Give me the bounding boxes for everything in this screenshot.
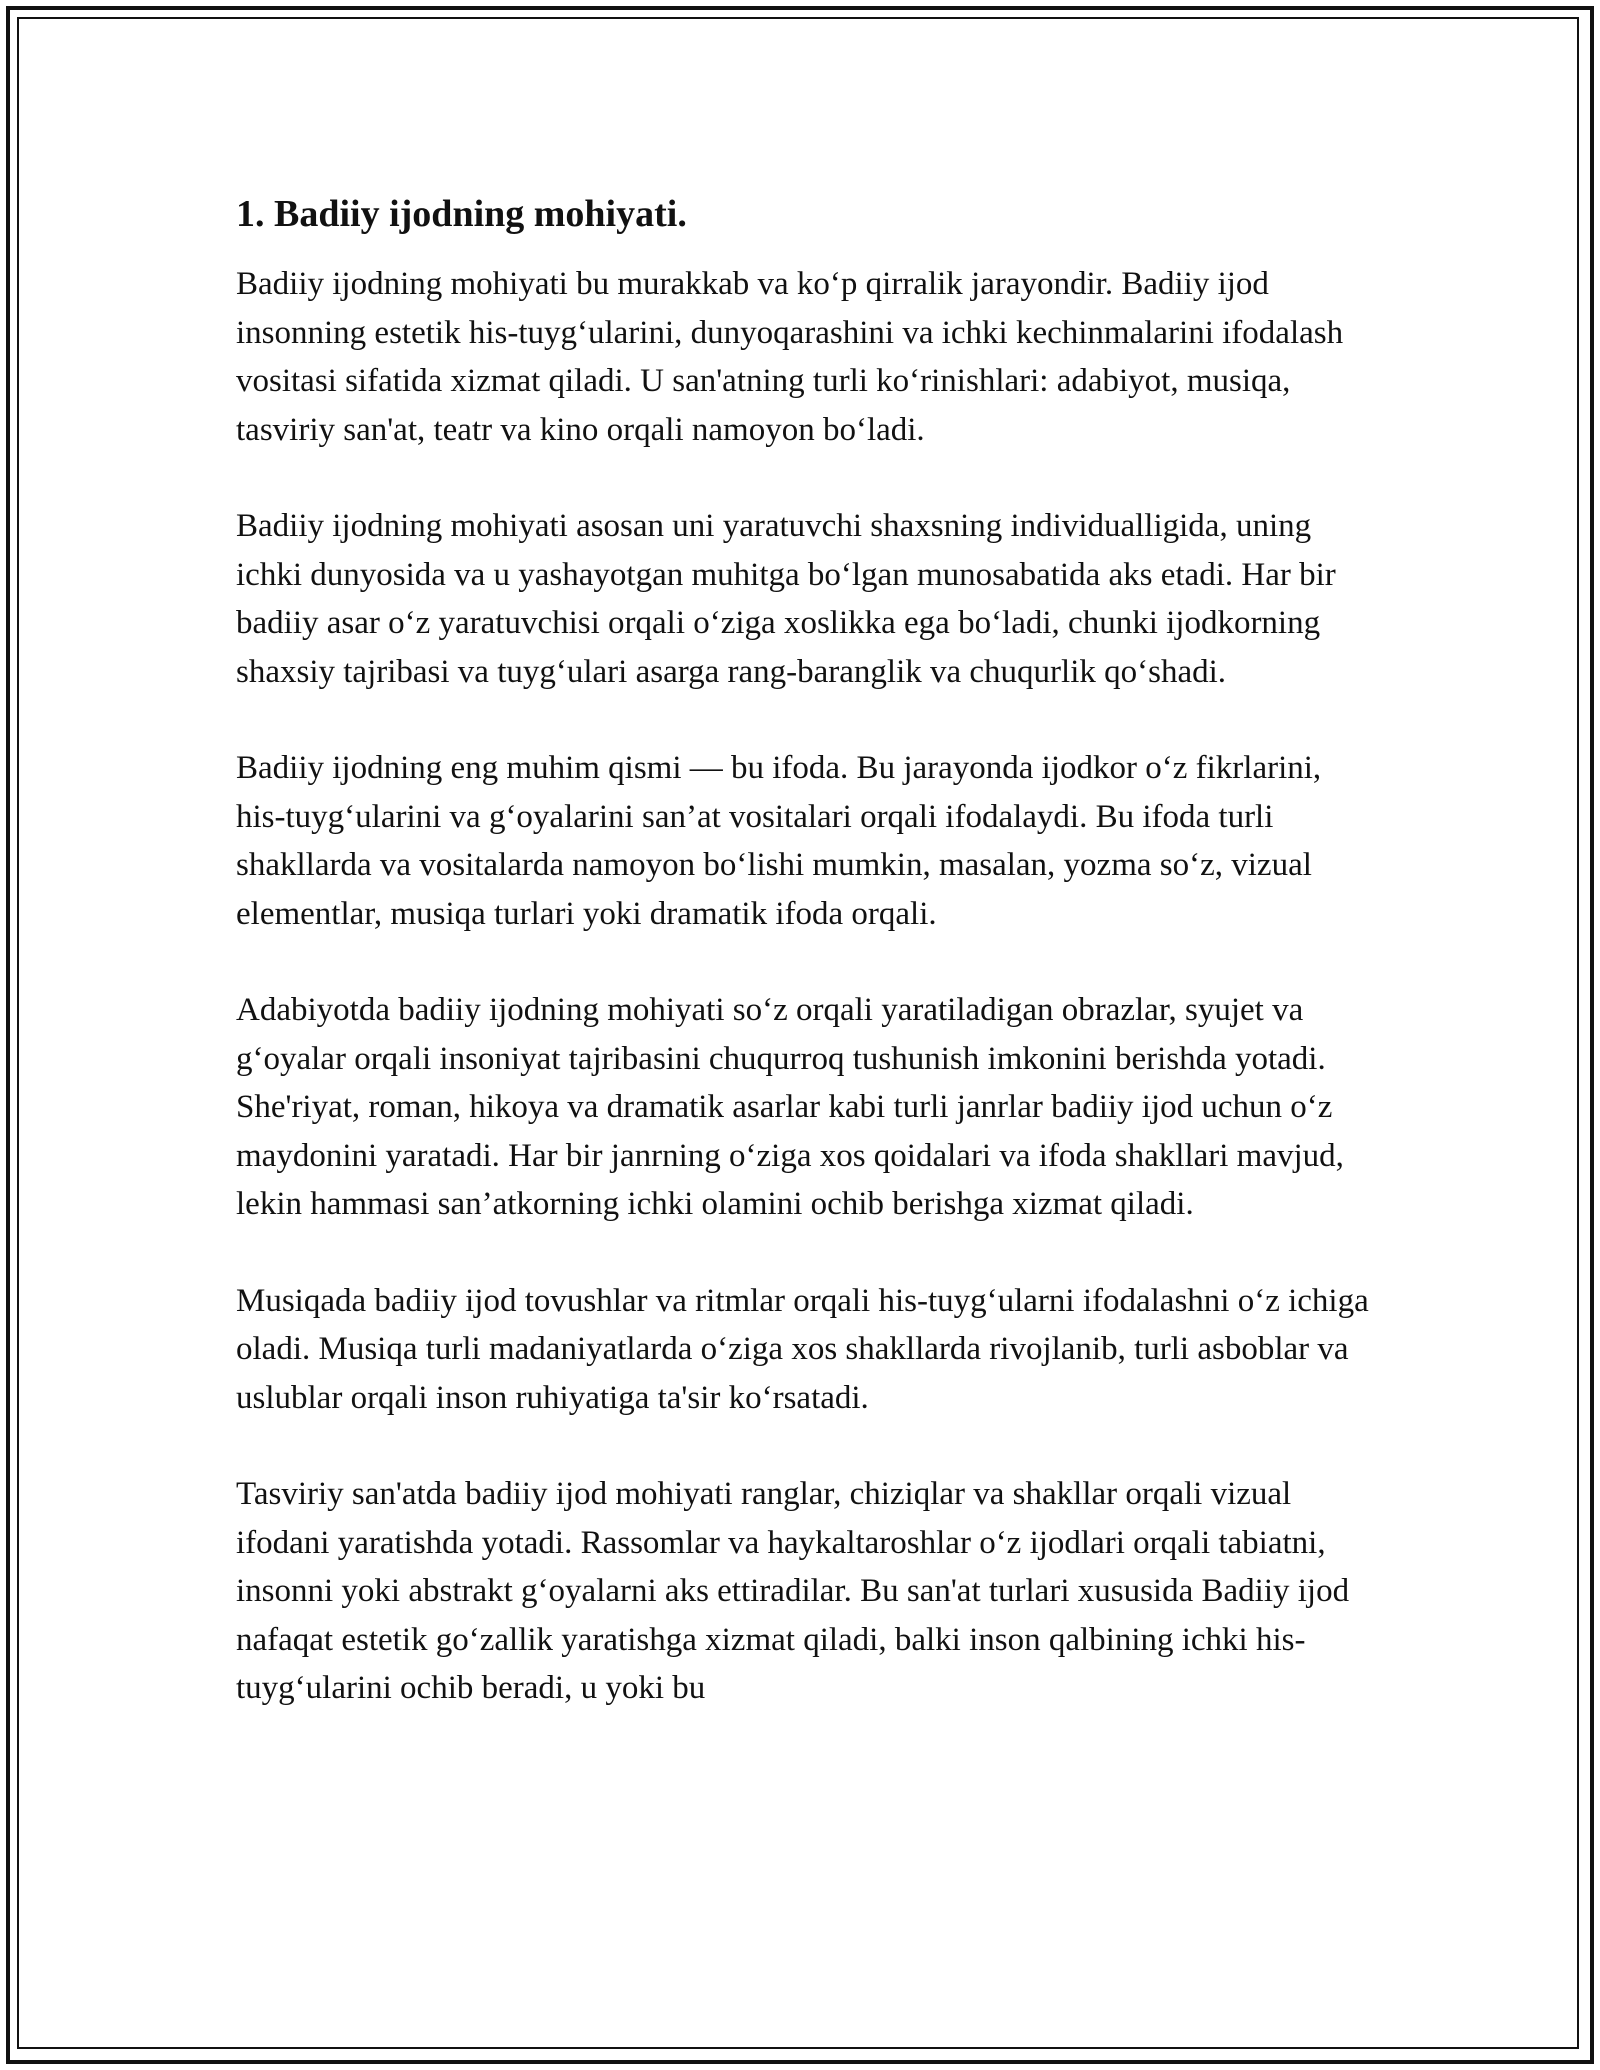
section-heading: 1. Badiiy ijodning mohiyati. [236,193,687,235]
paragraph-1: Badiiy ijodning mohiyati bu murakkab va ko‘p qirralik jarayondir. Badiiy ijod insonning estetik his-tuyg‘ularini, dunyoqarashini va ichki kechinmalarini ifodalash vositasi sifatida xizmat qiladi. U san'atning turli ko‘rinishlari: adabiyot, musiqa, tasviriy san'at, teatr va kino orqali namoyon bo‘ladi. [236,266,1344,448]
paragraph-3: Badiiy ijodning eng muhim qismi — bu ifoda. Bu jarayonda ijodkor o‘z fikrlarini, his-tuyg‘ularini va g‘oyalarini san’at vositalari orqali ifodalaydi. Bu ifoda turli shakllarda va vositalarda namoyon bo‘lishi mumkin, masalan, yozma so‘z, vizual elementlar, musiqa turlari yoki dramatik ifoda orqali. [236,750,1322,932]
paragraph-4: Adabiyotda badiiy ijodning mohiyati so‘z orqali yaratiladigan obrazlar, syujet va g‘oyalar orqali insoniyat tajribasini chuqurroq tushunish imkonini berishda yotadi. She'riyat, roman, hikoya va dramatik asarlar kabi turli janrlar badiiy ijod uchun o‘z maydonini yaratadi. Har bir janrning o‘ziga xos qoidalari va ifoda shakllari mavjud, lekin hammasi san’atkorning ichki olamini ochib berishga xizmat qiladi. [236,992,1344,1222]
paragraph-2: Badiiy ijodning mohiyati asosan uni yaratuvchi shaxsning individualligida, uning ichki dunyosida va u yashayotgan muhitga bo‘lgan munosabatida aks etadi. Har bir badiiy asar o‘z yaratuvchisi orqali o‘ziga xoslikka ega bo‘ladi, chunki ijodkorning shaxsiy tajribasi va tuyg‘ulari asarga rang-baranglik va chuqurlik qo‘shadi. [236,508,1336,690]
document-body [236,190,1376,1761]
paragraph-5: Musiqada badiiy ijod tovushlar va ritmlar orqali his-tuyg‘ularni ifodalashni o‘z ichiga oladi. Musiqa turli madaniyatlarda o‘ziga xos shakllarda rivojlanib, turli asboblar va uslublar orqali inson ruhiyatiga ta'sir ko‘rsatadi. [236,1282,1369,1416]
paragraph-6: Tasviriy san'atda badiiy ijod mohiyati ranglar, chiziqlar va shakllar orqali vizual ifodani yaratishda yotadi. Rassomlar va haykaltaroshlar o‘z ijodlari orqali tabiatni, insonni yoki abstrakt g‘oyalarni aks ettiradilar. Bu san'at turlari xususida Badiiy ijod nafaqat estetik go‘zallik yaratishga xizmat qiladi, balki inson qalbining ichki his-tuyg‘ularini ochib beradi, u yoki bu [236,1476,1350,1706]
